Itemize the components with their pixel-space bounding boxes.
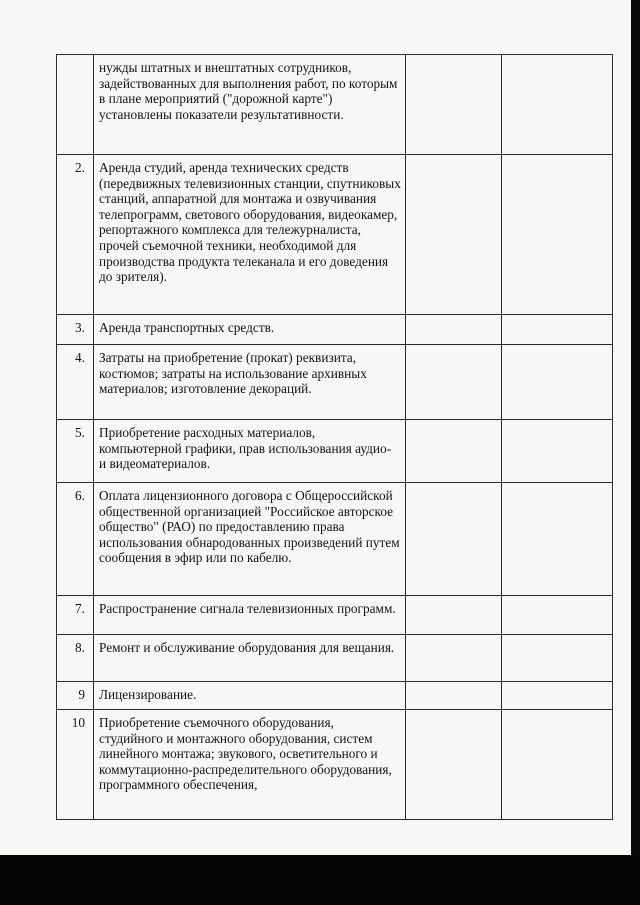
table-cell	[502, 682, 613, 710]
row-number: 10	[57, 710, 94, 820]
table-cell	[406, 345, 502, 420]
row-number: 9	[57, 682, 94, 710]
table-row	[57, 596, 613, 635]
row-number	[57, 55, 94, 155]
row-number: 7.	[57, 596, 94, 635]
table-cell	[406, 710, 502, 820]
table-cell	[502, 596, 613, 635]
row-number: 4.	[57, 345, 94, 420]
table-cell	[406, 55, 502, 155]
row-description: Лицензирование.	[94, 682, 406, 710]
row-number: 3.	[57, 315, 94, 345]
table-row	[57, 635, 613, 682]
table-cell	[502, 635, 613, 682]
table-row	[57, 420, 613, 483]
table-row	[57, 315, 613, 345]
row-description: нужды штатных и внештатных сотрудников, задействованных для выполнения работ, по которым в плане мероприятий ("дорожной карте") установлены показатели результативности.	[94, 55, 406, 155]
expense-table	[56, 54, 613, 820]
table-cell	[406, 635, 502, 682]
table-row	[57, 155, 613, 315]
row-description: Затраты на приобретение (прокат) реквизита, костюмов; затраты на использование архивных материалов; изготовление декораций.	[94, 345, 406, 420]
table-cell	[406, 420, 502, 483]
table-cell	[502, 155, 613, 315]
table-cell	[406, 596, 502, 635]
table-cell	[406, 315, 502, 345]
table-cell	[502, 710, 613, 820]
table-row	[57, 55, 613, 155]
table-cell	[502, 55, 613, 155]
row-number: 2.	[57, 155, 94, 315]
scan-edge-right	[631, 0, 640, 905]
row-description: Аренда транспортных средств.	[94, 315, 406, 345]
table-cell	[502, 420, 613, 483]
table-cell	[502, 315, 613, 345]
row-description: Приобретение расходных материалов, компьютерной графики, прав использования аудио- и видеоматериалов.	[94, 420, 406, 483]
row-description: Аренда студий, аренда технических средств (передвижных телевизионных станции, спутниковых станций, аппаратной для монтажа и озвучивания телепрограмм, светового оборудования, видеокамер, репортажного комплекса для тележурналиста, прочей съемочной техники, необходимой для производства продукта телеканала и его доведения до зрителя).	[94, 155, 406, 315]
table-row	[57, 710, 613, 820]
row-number: 8.	[57, 635, 94, 682]
row-description: Оплата лицензионного договора с Общероссийской общественной организацией "Российское авторское общество" (РАО) по предоставлению права использования обнародованных произведений путем сообщения в эфир или по кабелю.	[94, 483, 406, 596]
row-number: 5.	[57, 420, 94, 483]
table-row	[57, 483, 613, 596]
table-cell	[406, 483, 502, 596]
scan-edge-bottom	[0, 855, 640, 905]
table-cell	[502, 483, 613, 596]
table-row	[57, 682, 613, 710]
row-description: Приобретение съемочного оборудования, студийного и монтажного оборудования, систем линейного монтажа; звукового, осветительного и коммутационно-распределительного оборудования, программного обеспечения,	[94, 710, 406, 820]
table-cell	[406, 155, 502, 315]
row-description: Распространение сигнала телевизионных программ.	[94, 596, 406, 635]
row-description: Ремонт и обслуживание оборудования для вещания.	[94, 635, 406, 682]
row-number: 6.	[57, 483, 94, 596]
table-cell	[406, 682, 502, 710]
table-cell	[502, 345, 613, 420]
table-row	[57, 345, 613, 420]
